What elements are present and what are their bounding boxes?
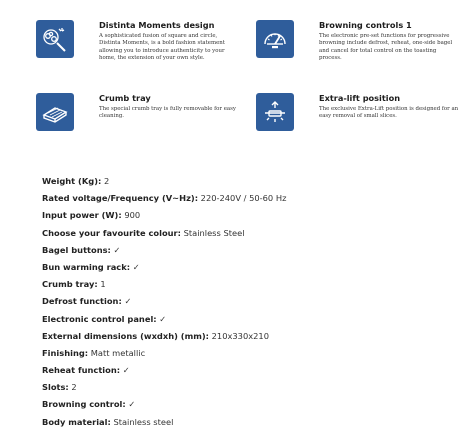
feature-description: A sophisticated fusion of square and circle, Distinta Moments, is a bold fashion statement allowing you to introduce authenticity to your home, the extension of your own style.	[99, 33, 225, 62]
spec-label: Bagel buttons:	[42, 244, 111, 255]
spec-row	[42, 276, 442, 293]
spec-row	[42, 414, 442, 431]
spec-value: 210x330x210	[211, 330, 269, 341]
spec-value: 2	[103, 176, 110, 186]
feature-title: Crumb tray	[99, 93, 151, 103]
spec-label: Finishing:	[42, 347, 89, 358]
spec-label: External dimensions (wxdxh) (mm):	[42, 330, 209, 341]
spec-label: Body material:	[42, 416, 111, 427]
spec-value: 220-240V / 50-60 Hz	[200, 193, 287, 204]
feature-description: The electronic pre-set functions for progressive browning include defrost, reheat, one-side bagel and cancel for total control on the toasting process.	[319, 33, 453, 62]
spec-label: Crumb tray:	[42, 279, 98, 290]
spec-value: ✓	[124, 296, 132, 307]
spec-value: 1	[100, 279, 106, 290]
browning-dial-icon	[256, 20, 294, 58]
spec-label: Reheat function:	[42, 365, 121, 376]
spec-value: Stainless steel	[113, 416, 174, 427]
spec-row	[42, 293, 442, 310]
spec-value: ✓	[132, 261, 140, 272]
feature-description: The exclusive Extra-Lift position is designed for an easy removal of small slices.	[319, 106, 459, 120]
spec-row	[42, 259, 442, 276]
specifications-list	[42, 173, 442, 431]
spec-label: Input power (W):	[42, 210, 122, 221]
spec-row	[42, 190, 442, 207]
spec-label: Browning control:	[42, 399, 126, 410]
spec-value: ✓	[128, 399, 136, 410]
spec-row	[42, 328, 442, 345]
spec-row	[42, 396, 442, 413]
spec-row	[42, 345, 442, 362]
spec-row	[42, 311, 442, 328]
extra-lift-icon	[256, 93, 294, 131]
spec-label: Rated voltage/Frequency (V~Hz):	[42, 193, 199, 204]
spec-row	[42, 242, 442, 259]
spec-value: 900	[124, 210, 141, 221]
spec-row	[42, 225, 442, 242]
spec-value: ✓	[122, 365, 130, 376]
spec-row	[42, 379, 442, 396]
spec-label: Bun warming rack:	[42, 261, 131, 272]
feature-title: Browning controls 1	[319, 20, 412, 30]
spec-value: Stainless Steel	[183, 227, 245, 238]
spec-value: ✓	[159, 313, 167, 324]
spec-row	[42, 362, 442, 379]
feature-title: Distinta Moments design	[99, 20, 215, 30]
spec-value: ✓	[113, 244, 121, 255]
feature-title: Extra-lift position	[319, 93, 401, 103]
spec-row	[42, 207, 442, 224]
spec-label: Electronic control panel:	[42, 313, 157, 324]
spec-label: Weight (Kg):	[42, 176, 102, 186]
feature-description: The special crumb tray is fully removable for easy cleaning.	[99, 106, 236, 120]
spec-row	[42, 173, 442, 190]
spec-value: 2	[71, 382, 77, 393]
crumb-tray-icon	[36, 93, 74, 131]
spec-value: Matt metallic	[90, 347, 146, 358]
design-circles-icon	[36, 20, 74, 58]
spec-label: Choose your favourite colour:	[42, 227, 181, 238]
spec-label: Slots:	[42, 382, 69, 393]
spec-label: Defrost function:	[42, 296, 122, 307]
